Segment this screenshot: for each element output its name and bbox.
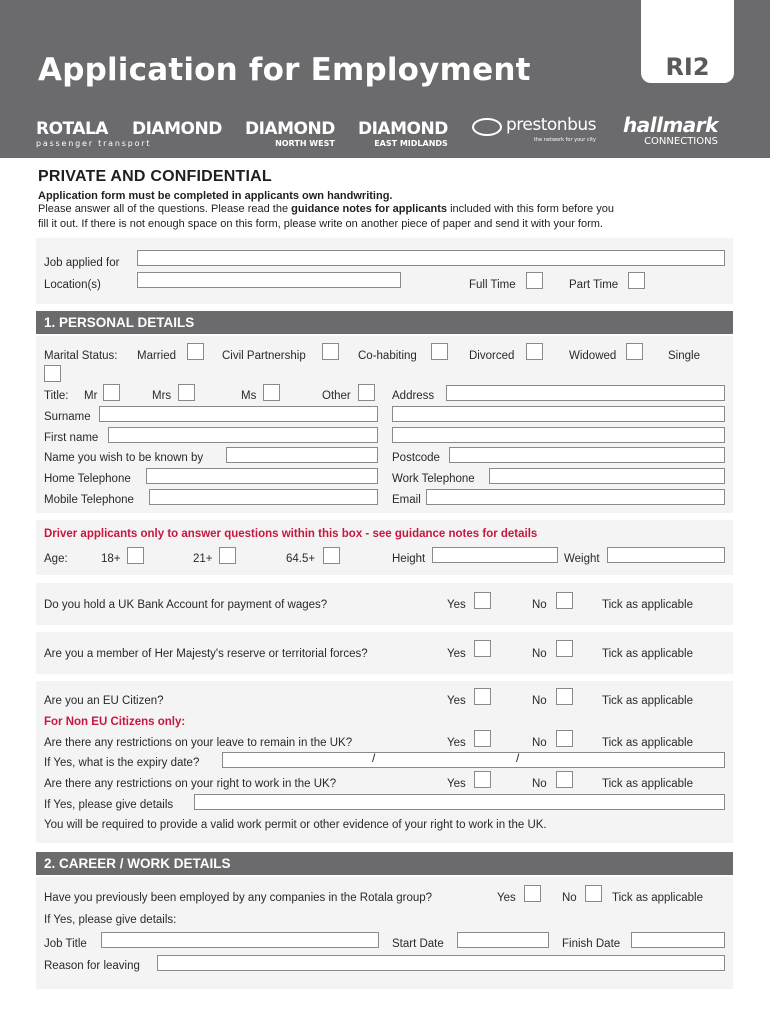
expiry-date-label: If Yes, what is the expiry date? [44,757,200,769]
form-code-tab [641,0,734,83]
form-header [0,0,770,158]
age-label: Age: [44,553,68,565]
bank-account-question: Do you hold a UK Bank Account for payment of wages? [44,599,328,611]
bank-no-label: No [532,599,547,611]
height-label: Height [392,553,426,565]
prestonbus-logo: prestonbus the network for your city [472,117,596,143]
previous-yes-checkbox[interactable] [524,885,541,902]
locations-field[interactable] [137,272,401,288]
mr-label: Mr [84,390,98,402]
surname-field[interactable] [99,406,378,422]
start-date-field[interactable] [457,932,549,948]
known-as-field[interactable] [226,447,378,463]
mrs-label: Mrs [152,390,172,402]
mr-checkbox[interactable] [103,384,120,401]
previous-tick-note: Tick as applicable [612,892,703,904]
instructions-line-1: Please answer all of the questions. Please read the guidance notes for applicants included with this form before you [38,203,614,215]
age-21-label: 21+ [193,553,213,565]
rotala-logo: ROTALA passenger transport [36,119,152,148]
eu-citizen-question: Are you an EU Citizen? [44,695,164,707]
if-yes-details-label: If Yes, please give details: [44,914,177,926]
right-to-work-yes-label: Yes [447,778,466,790]
job-title-field[interactable] [101,932,379,948]
email-label: Email [392,494,421,506]
career-section-title: 2. CAREER / WORK DETAILS [36,852,733,875]
reason-for-leaving-label: Reason for leaving [44,960,140,972]
reserve-tick-note: Tick as applicable [602,648,693,660]
expiry-date-separator-1: / [372,751,376,765]
eu-yes-label: Yes [447,695,466,707]
home-telephone-label: Home Telephone [44,473,131,485]
height-field[interactable] [432,547,558,563]
eu-tick-note: Tick as applicable [602,695,693,707]
leave-tick-note: Tick as applicable [602,737,693,749]
job-panel [36,238,733,304]
reserve-yes-checkbox[interactable] [474,640,491,657]
hallmark-logo: hallmark CONNECTIONS [623,113,718,147]
address-field-2[interactable] [392,406,725,422]
right-to-work-tick-note: Tick as applicable [602,778,693,790]
right-to-work-yes-checkbox[interactable] [474,771,491,788]
previous-employment-question: Have you previously been employed by any companies in the Rotala group? [44,892,433,904]
widowed-label: Widowed [569,350,617,362]
leave-yes-checkbox[interactable] [474,730,491,747]
job-applied-for-label: Job applied for [44,257,120,269]
mobile-telephone-field[interactable] [149,489,378,505]
diamond-logo: DIAMOND [132,119,222,139]
married-label: Married [137,350,176,362]
diamond-east-midlands-logo: DIAMOND EAST MIDLANDS [358,119,448,148]
mobile-telephone-label: Mobile Telephone [44,494,134,506]
age-18-checkbox[interactable] [127,547,144,564]
right-to-work-no-label: No [532,778,547,790]
title-label: Title: [44,390,69,402]
widowed-checkbox[interactable] [626,343,643,360]
mrs-checkbox[interactable] [178,384,195,401]
confidential-heading: PRIVATE AND CONFIDENTIAL [38,168,272,185]
divorced-checkbox[interactable] [526,343,543,360]
give-details-label: If Yes, please give details [44,799,174,811]
reserve-forces-question: Are you a member of Her Majesty's reserve or territorial forces? [44,648,368,660]
eu-no-checkbox[interactable] [556,688,573,705]
expiry-date-field[interactable] [222,752,725,768]
previous-yes-label: Yes [497,892,516,904]
personal-details-panel [36,336,733,513]
full-time-label: Full Time [469,279,516,291]
first-name-field[interactable] [108,427,378,443]
bank-tick-note: Tick as applicable [602,599,693,611]
weight-field[interactable] [607,547,725,563]
age-21-checkbox[interactable] [219,547,236,564]
single-checkbox[interactable] [44,365,61,382]
give-details-field[interactable] [194,794,725,810]
reason-for-leaving-field[interactable] [157,955,725,971]
ms-checkbox[interactable] [263,384,280,401]
age-645-label: 64.5+ [286,553,316,565]
reserve-no-checkbox[interactable] [556,640,573,657]
expiry-date-separator-2: / [516,751,520,765]
home-telephone-field[interactable] [146,468,378,484]
bank-yes-label: Yes [447,599,466,611]
bank-no-checkbox[interactable] [556,592,573,609]
divorced-label: Divorced [469,350,515,362]
surname-label: Surname [44,411,91,423]
reserve-yes-label: Yes [447,648,466,660]
postcode-field[interactable] [449,447,725,463]
locations-label: Location(s) [44,279,101,291]
start-date-label: Start Date [392,938,444,950]
other-label: Other [322,390,351,402]
married-checkbox[interactable] [187,343,204,360]
eu-no-label: No [532,695,547,707]
leave-no-checkbox[interactable] [556,730,573,747]
instructions-line-2: fill it out. If there is not enough space on this form, please write on another piece of paper and send it with your form. [38,218,603,230]
marital-status-label: Marital Status: [44,350,118,362]
reserve-no-label: No [532,648,547,660]
personal-details-section-title: 1. PERSONAL DETAILS [36,311,733,334]
cohabiting-checkbox[interactable] [431,343,448,360]
previous-no-label: No [562,892,577,904]
right-to-work-question: Are there any restrictions on your right to work in the UK? [44,778,337,790]
civil-partnership-label: Civil Partnership [222,350,306,362]
first-name-label: First name [44,432,99,444]
work-telephone-label: Work Telephone [392,473,475,485]
work-telephone-field[interactable] [489,468,725,484]
other-checkbox[interactable] [358,384,375,401]
email-field[interactable] [426,489,725,505]
leave-restrictions-question: Are there any restrictions on your leave to remain in the UK? [44,737,353,749]
weight-label: Weight [564,553,600,565]
brand-logos [36,115,736,151]
age-18-label: 18+ [101,553,121,565]
postcode-label: Postcode [392,452,440,464]
finish-date-label: Finish Date [562,938,621,950]
prestonbus-swoosh-icon [472,118,502,136]
cohabiting-label: Co-habiting [358,350,417,362]
job-applied-for-field[interactable] [137,250,725,266]
work-permit-note: You will be required to provide a valid work permit or other evidence of your right to work in the UK. [44,819,547,831]
address-field-1[interactable] [446,385,725,401]
diamond-north-west-logo: DIAMOND NORTH WEST [245,119,335,148]
right-to-work-no-checkbox[interactable] [556,771,573,788]
bank-yes-checkbox[interactable] [474,592,491,609]
finish-date-field[interactable] [631,932,725,948]
intro [38,168,738,232]
non-eu-heading: For Non EU Citizens only: [44,716,186,728]
leave-no-label: No [532,737,547,749]
age-645-checkbox[interactable] [323,547,340,564]
previous-no-checkbox[interactable] [585,885,602,902]
leave-yes-label: Yes [447,737,466,749]
form-code: RI2 [665,53,710,81]
single-label: Single [668,350,700,362]
address-label: Address [392,390,435,402]
handwriting-note: Application form must be completed in applicants own handwriting. [38,190,393,202]
ms-label: Ms [241,390,257,402]
address-field-3[interactable] [392,427,725,443]
part-time-checkbox[interactable] [628,272,645,289]
full-time-checkbox[interactable] [526,272,543,289]
known-as-label: Name you wish to be known by [44,452,204,464]
part-time-label: Part Time [569,279,619,291]
driver-heading: Driver applicants only to answer questions within this box - see guidance notes for details [44,528,538,540]
form-title: Application for Employment [38,52,531,88]
eu-yes-checkbox[interactable] [474,688,491,705]
civil-partnership-checkbox[interactable] [322,343,339,360]
job-title-label: Job Title [44,938,87,950]
